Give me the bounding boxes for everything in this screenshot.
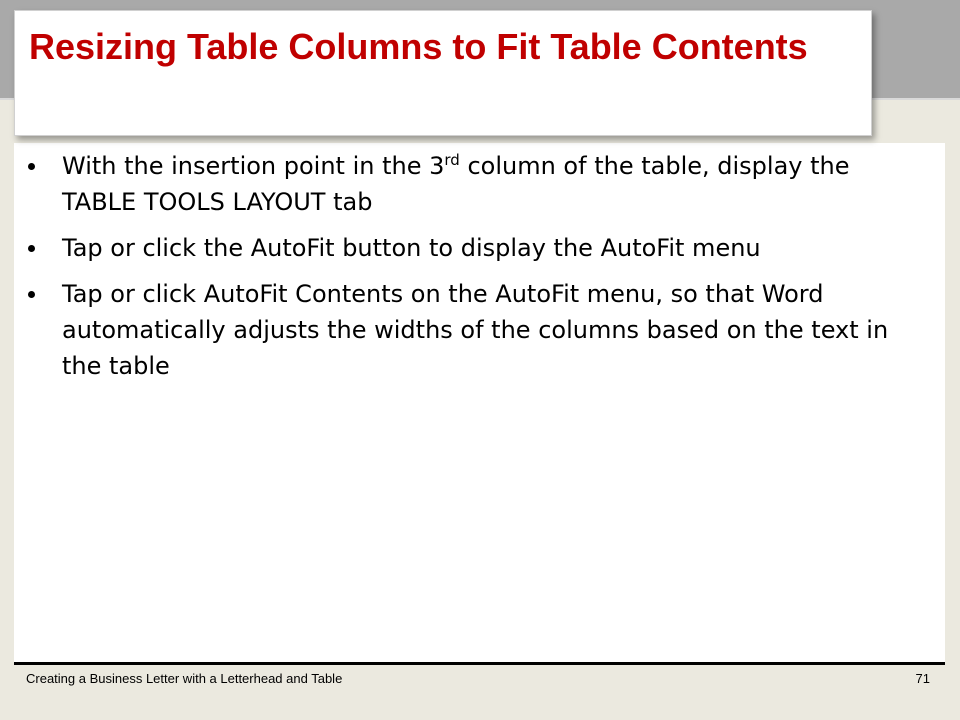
footer-caption: Creating a Business Letter with a Letterhead and Table (26, 671, 343, 686)
header-band-right (880, 0, 960, 100)
bullet-list (0, 148, 900, 394)
ordinal-superscript: rd (444, 151, 460, 169)
bullet-icon (28, 245, 35, 252)
bullet-icon (28, 291, 35, 298)
bullet-item (0, 148, 900, 220)
bullet-text-end: column of the table, display the TABLE TOOLS LAYOUT tab (62, 152, 850, 216)
slide-title: Resizing Table Columns to Fit Table Contents (29, 26, 808, 67)
bullet-text: Tap or click the AutoFit button to display the AutoFit menu (62, 234, 761, 262)
footer-rule (14, 662, 945, 665)
bullet-icon (28, 163, 35, 170)
bullet-text-start: With the insertion point in the 3 (62, 152, 445, 180)
title-box (14, 10, 872, 136)
bullet-item (0, 230, 900, 266)
bullet-text: Tap or click AutoFit Contents on the AutoFit menu, so that Word automatically adjusts the widths of the columns based on the text in the table (62, 280, 889, 380)
page-number: 71 (915, 671, 930, 686)
bullet-item (0, 276, 900, 384)
